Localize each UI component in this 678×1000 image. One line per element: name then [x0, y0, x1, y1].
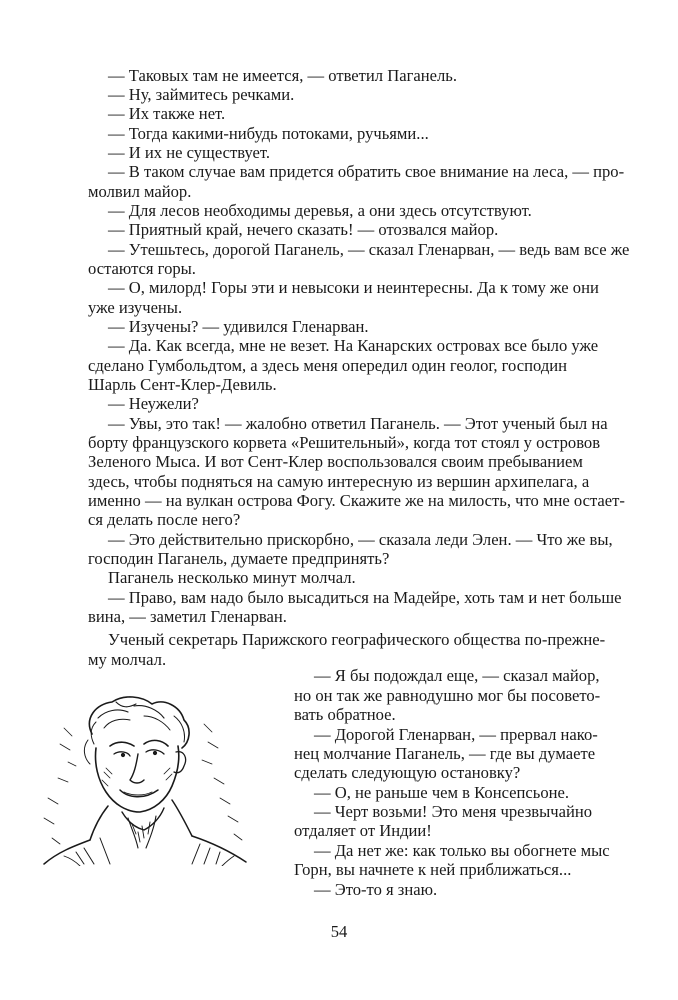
- text-line: — Ну, займитесь речками.: [108, 85, 295, 104]
- text-line: — Приятный край, нечего сказать! — отозвался майор.: [108, 220, 499, 239]
- text-line: сделать следующую остановку?: [294, 763, 521, 782]
- text-line: — Для лесов необходимы деревья, а они здесь отсутствуют.: [108, 201, 532, 220]
- text-line: господин Паганель, думаете предпринять?: [88, 549, 390, 568]
- text-line: уже изучены.: [88, 298, 183, 317]
- text-line: борту французского корвета «Решительный», когда тот стоял у островов: [88, 433, 601, 452]
- text-line: остаются горы.: [88, 259, 196, 278]
- text-line: — Тогда какими-нибудь потоками, ручьями...: [108, 124, 429, 143]
- text-line: сделано Гумбольдтом, а здесь меня опередил один геолог, господин: [88, 356, 568, 375]
- text-line: Шарль Сент-Клер-Девиль.: [88, 375, 277, 394]
- text-line: — Неужели?: [108, 394, 199, 413]
- text-line: — Да нет же: как только вы обогнете мыс: [314, 841, 610, 860]
- text-line: молвил майор.: [88, 182, 192, 201]
- text-line: — О, не раньше чем в Консепсьоне.: [314, 783, 570, 802]
- text-line: — Таковых там не имеется, — ответил Паганель.: [108, 66, 457, 85]
- text-line: — Это-то я знаю.: [314, 880, 438, 899]
- portrait-engraving-icon: [24, 688, 262, 866]
- text-line: — Это действительно прискорбно, — сказала леди Элен. — Что же вы,: [108, 530, 613, 549]
- text-line: — Я бы подождал еще, — сказал майор,: [314, 666, 600, 685]
- text-line: — Черт возьми! Это меня чрезвычайно: [314, 802, 593, 821]
- text-line: но он так же равнодушно мог бы посовето-: [294, 686, 601, 705]
- text-line: — Право, вам надо было высадиться на Мадейре, хоть там и нет больше: [108, 588, 622, 607]
- text-line: Ученый секретарь Парижского географического общества по-прежне-: [108, 630, 606, 649]
- text-line: ся делать после него?: [88, 510, 241, 529]
- text-line: — Утешьтесь, дорогой Паганель, — сказал Гленарван, — ведь вам все же: [108, 240, 630, 259]
- page-number: 54: [330, 922, 348, 941]
- text-line: — Дорогой Гленарван, — прервал нако-: [314, 725, 598, 744]
- text-line: — О, милорд! Горы эти и невысоки и неинтересны. Да к тому же они: [108, 278, 599, 297]
- text-line: отдаляет от Индии!: [294, 821, 432, 840]
- text-line: здесь, чтобы подняться на самую интересную из вершин архипелага, а: [88, 472, 590, 491]
- text-line: — Да. Как всегда, мне не везет. На Канарских островах все было уже: [108, 336, 599, 355]
- text-line: нец молчание Паганель, — где вы думаете: [294, 744, 596, 763]
- text-line: вать обратное.: [294, 705, 396, 724]
- text-line: — И их не существует.: [108, 143, 271, 162]
- text-line: — В таком случае вам придется обратить свое внимание на леса, — про-: [108, 162, 625, 181]
- text-line: вина, — заметил Гленарван.: [88, 607, 287, 626]
- text-line: Горн, вы начнете к ней приближаться...: [294, 860, 572, 879]
- text-line: Зеленого Мыса. И вот Сент-Клер воспользовался своим пребыванием: [88, 452, 583, 471]
- text-line: — Изучены? — удивился Гленарван.: [108, 317, 369, 336]
- text-line: — Их также нет.: [108, 104, 226, 123]
- text-line: Паганель несколько минут молчал.: [108, 568, 356, 587]
- text-line: му молчал.: [88, 650, 167, 669]
- text-line: именно — на вулкан острова Фогу. Скажите же на милость, что мне остает-: [88, 491, 625, 510]
- text-line: — Увы, это так! — жалобно ответил Паганель. — Этот ученый был на: [108, 414, 608, 433]
